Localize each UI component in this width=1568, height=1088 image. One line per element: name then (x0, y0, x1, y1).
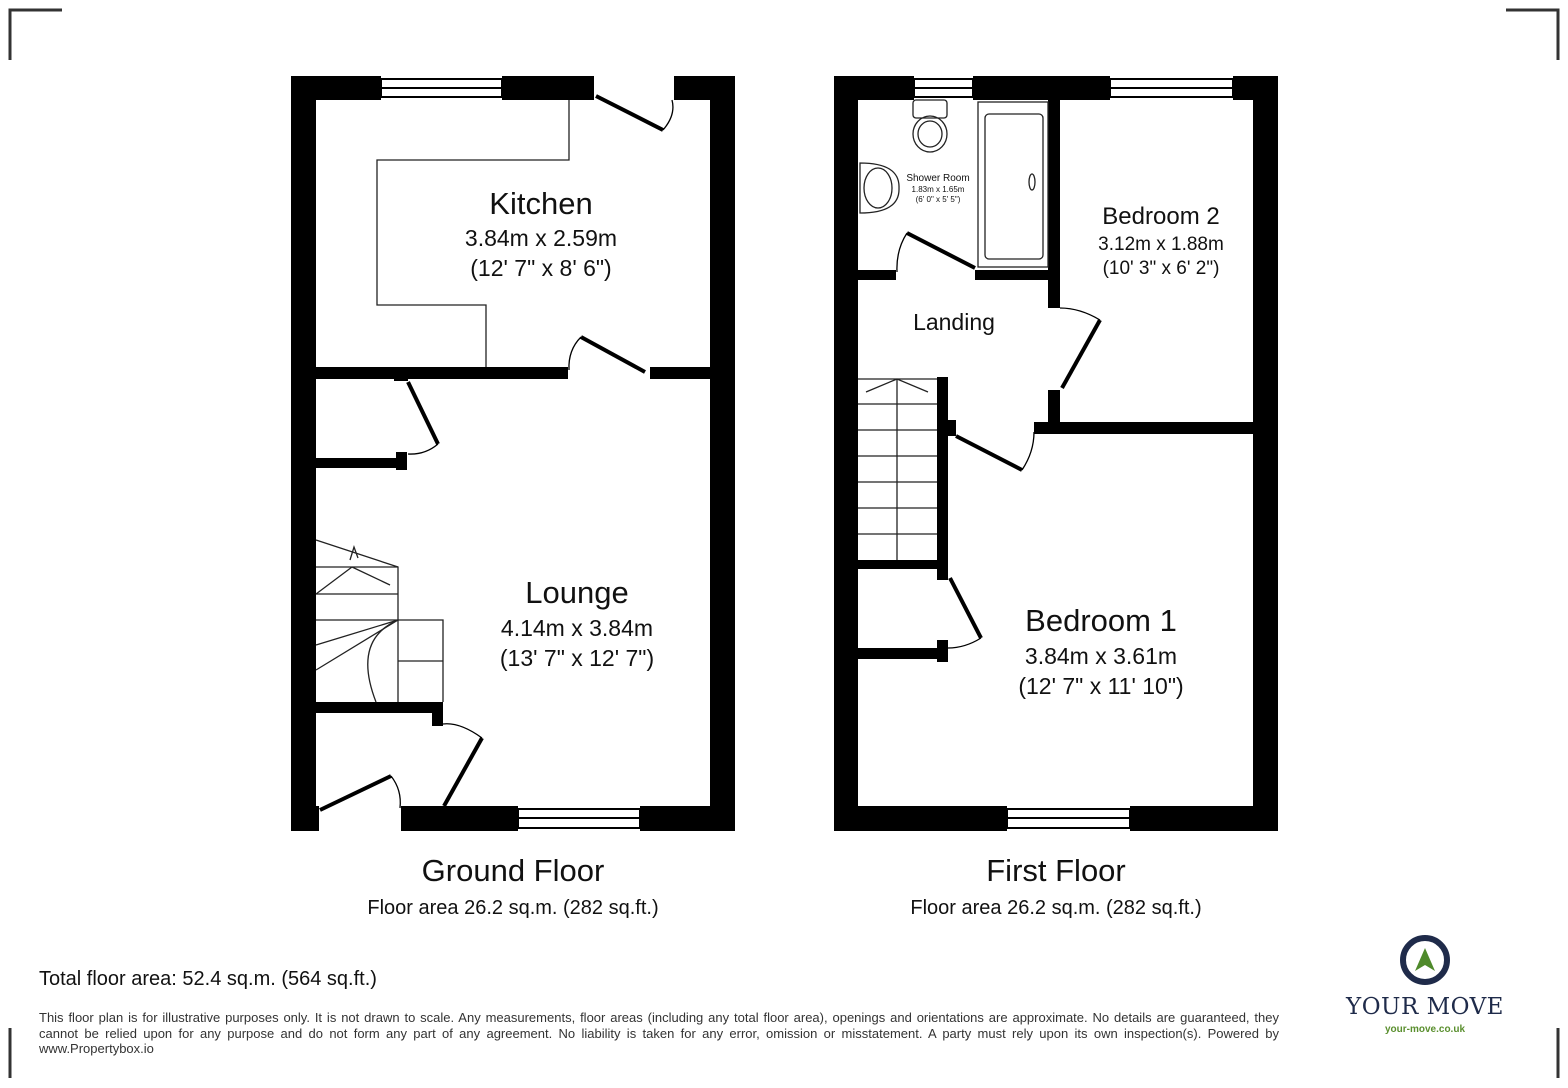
bedroom2-metric: 3.12m x 1.88m (1098, 234, 1224, 255)
bedroom1-metric: 3.84m x 3.61m (1024, 643, 1178, 669)
ground-floor-plan (291, 76, 735, 831)
total-floor-area: Total floor area: 52.4 sq.m. (564 sq.ft.) (39, 968, 377, 990)
location-pin-icon (1399, 935, 1451, 985)
ground-interior-walls (316, 367, 710, 726)
kitchen-imperial: (12' 7" x 8' 6") (470, 255, 612, 281)
bedroom2-imperial: (10' 3" x 6' 2") (1102, 258, 1220, 279)
kitchen-label: Kitchen (489, 186, 593, 221)
landing-label: Landing (913, 309, 995, 335)
shower-room-label: Shower Room (906, 173, 970, 184)
your-move-logo (1330, 935, 1520, 1035)
ground-stairs (316, 540, 443, 702)
kitchen-metric: 3.84m x 2.59m (464, 225, 618, 251)
disclaimer-text: This floor plan is for illustrative purposes only. It is not drawn to scale. Any measurements, floor areas (including any total floor area), openings and orientations are approximate. No details are guaranteed, they cannot be relied upon for any purpose and do not form any part of any agreement. No liability is taken for any error, omission or misstatement. A party must rely upon its own inspection(s). Powered by www.Propertybox.io (39, 1010, 1279, 1056)
bedroom1-label: Bedroom 1 (1025, 603, 1177, 638)
shower-room-metric: 1.83m x 1.65m (911, 185, 965, 194)
lounge-metric: 4.14m x 3.84m (500, 615, 654, 641)
first-stairs (858, 379, 937, 560)
ground-floor-area: Floor area 26.2 sq.m. (282 sq.ft.) (367, 897, 659, 919)
first-floor-area: Floor area 26.2 sq.m. (282 sq.ft.) (910, 897, 1202, 919)
brand-name: YOUR MOVE (1346, 994, 1504, 1020)
first-doors (897, 233, 1100, 648)
first-floor-plan (834, 76, 1278, 831)
brand-url[interactable]: your-move.co.uk (1384, 1024, 1466, 1035)
lounge-imperial: (13' 7" x 12' 7") (499, 645, 655, 671)
first-floor-title: First Floor (986, 853, 1126, 888)
ground-floor-title: Ground Floor (421, 853, 605, 888)
bedroom1-imperial: (12' 7" x 11' 10") (1018, 673, 1184, 699)
bedroom2-label: Bedroom 2 (1102, 203, 1220, 230)
shower-room-imperial: (6' 0" x 5' 5") (915, 195, 961, 204)
lounge-label: Lounge (525, 575, 629, 610)
